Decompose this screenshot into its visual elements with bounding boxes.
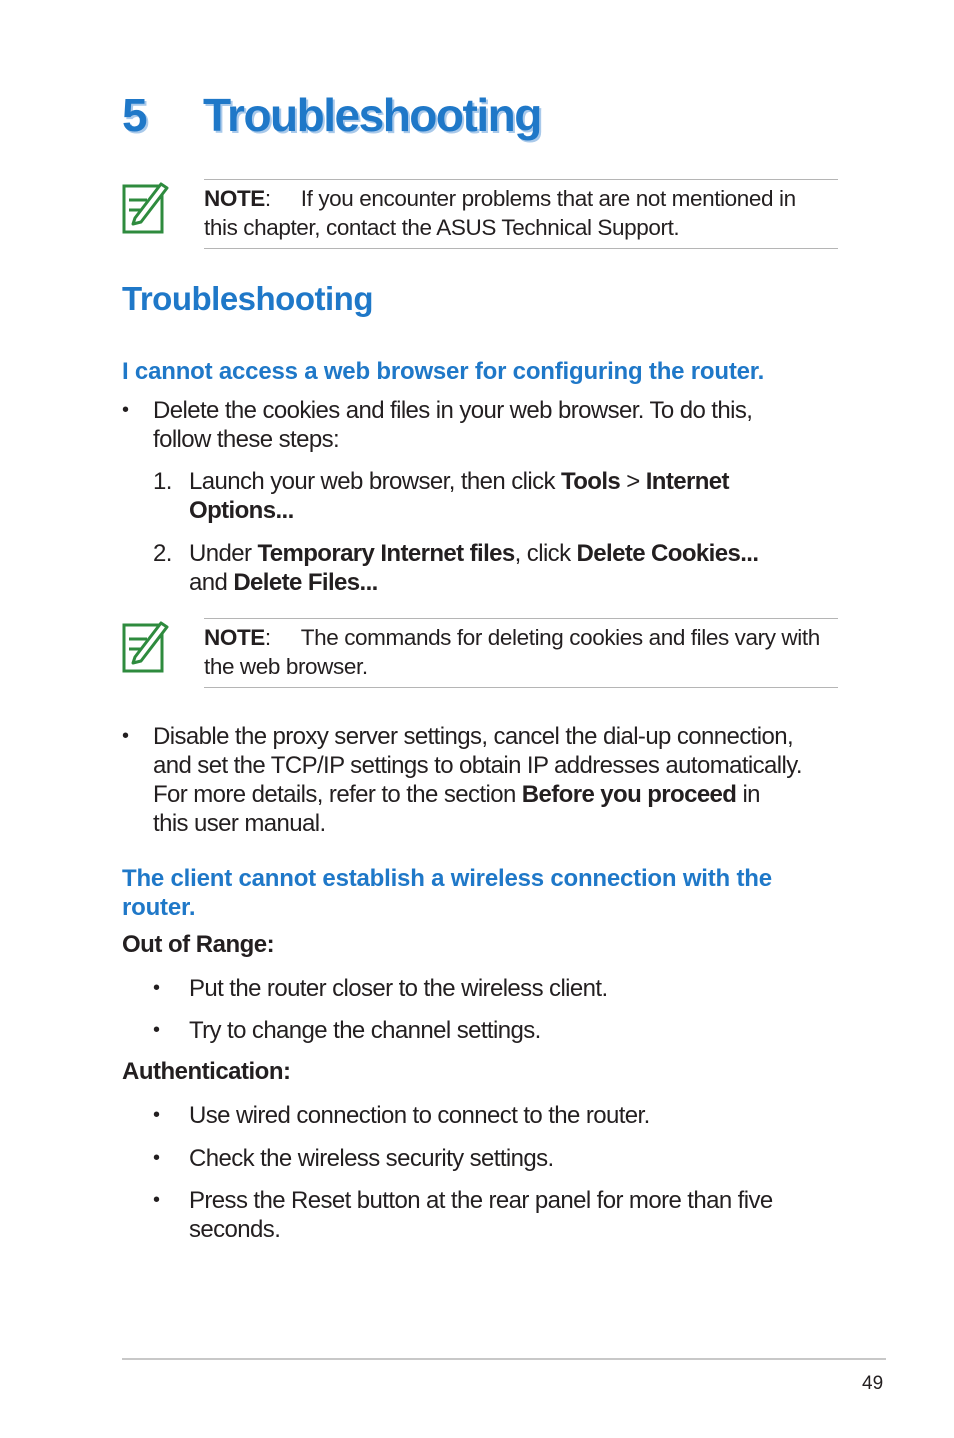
note-line-2: the web browser. bbox=[204, 654, 368, 679]
note-text bbox=[204, 180, 838, 248]
bullet-bold: Before you proceed bbox=[521, 781, 737, 808]
issue-1-title: I cannot access a web browser for configuring the router. bbox=[122, 358, 765, 385]
bullet-item-delete-cookies bbox=[153, 396, 853, 454]
bullet-symbol: • bbox=[153, 1019, 161, 1041]
issue-2-title bbox=[122, 864, 852, 922]
list-item-line: seconds. bbox=[189, 1216, 281, 1243]
note-pencil-icon bbox=[121, 617, 171, 673]
note-line-1: If you encounter problems that are not mentioned in bbox=[300, 186, 796, 211]
note-colon: : bbox=[264, 625, 271, 650]
chapter-number: 5 bbox=[122, 89, 147, 141]
step-number: 2. bbox=[153, 540, 172, 567]
bullet-line: and set the TCP/IP settings to obtain IP addresses automatically. bbox=[153, 752, 802, 779]
bullet-symbol: • bbox=[122, 399, 130, 421]
bullet-line: in bbox=[736, 781, 760, 808]
section-title: Troubleshooting bbox=[122, 280, 373, 317]
list-item: Put the router closer to the wireless client. bbox=[189, 975, 608, 1002]
step-1 bbox=[189, 467, 849, 525]
note-box bbox=[204, 618, 838, 688]
list-item: Use wired connection to connect to the router. bbox=[189, 1102, 650, 1129]
step-text: , click bbox=[514, 540, 577, 567]
step-text: > bbox=[620, 468, 646, 495]
bullet-symbol: • bbox=[153, 1104, 161, 1126]
step-bold: Delete Cookies... bbox=[576, 540, 759, 567]
bullet-symbol: • bbox=[122, 725, 130, 747]
issue-2-title-line: The client cannot establish a wireless connection with the bbox=[122, 865, 772, 892]
list-item-line: Press the Reset button at the rear panel for more than five bbox=[189, 1187, 773, 1214]
authentication-label: Authentication: bbox=[122, 1058, 291, 1085]
page-number: 49 bbox=[862, 1373, 884, 1394]
step-text: and bbox=[189, 569, 234, 596]
bullet-symbol: • bbox=[153, 1189, 161, 1211]
bullet-symbol: • bbox=[153, 1147, 161, 1169]
step-2 bbox=[189, 539, 849, 597]
step-text: Launch your web browser, then click bbox=[189, 468, 561, 495]
bullet-line: Delete the cookies and files in your web browser. To do this, bbox=[153, 397, 753, 424]
step-bold: Options... bbox=[189, 497, 294, 524]
note-line-1: The commands for deleting cookies and files vary with bbox=[300, 625, 820, 650]
issue-2-title-line: router. bbox=[122, 894, 196, 921]
bullet-item-disable-proxy bbox=[153, 722, 873, 838]
note-label: NOTE bbox=[204, 625, 265, 650]
step-bold: Temporary Internet files bbox=[257, 540, 515, 567]
bullet-line: For more details, refer to the section bbox=[153, 781, 522, 808]
note-text bbox=[204, 619, 838, 687]
step-bold: Delete Files... bbox=[233, 569, 378, 596]
bullet-line: this user manual. bbox=[153, 810, 326, 837]
note-colon: : bbox=[264, 186, 271, 211]
step-bold: Internet bbox=[645, 468, 729, 495]
bullet-symbol: • bbox=[153, 977, 161, 999]
bullet-line: Disable the proxy server settings, cancel the dial-up connection, bbox=[153, 723, 794, 750]
step-text: Under bbox=[189, 540, 258, 567]
step-number: 1. bbox=[153, 468, 172, 495]
list-item bbox=[189, 1186, 869, 1244]
chapter-title: Troubleshooting bbox=[203, 89, 541, 141]
note-box bbox=[204, 179, 838, 249]
step-bold: Tools bbox=[560, 468, 621, 495]
out-of-range-label: Out of Range: bbox=[122, 931, 275, 958]
note-label: NOTE bbox=[204, 186, 265, 211]
bullet-line: follow these steps: bbox=[153, 426, 340, 453]
note-pencil-icon bbox=[121, 178, 171, 234]
list-item: Check the wireless security settings. bbox=[189, 1145, 554, 1172]
note-line-2: this chapter, contact the ASUS Technical Support. bbox=[204, 215, 680, 240]
footer-rule bbox=[122, 1358, 886, 1360]
list-item: Try to change the channel settings. bbox=[189, 1017, 541, 1044]
